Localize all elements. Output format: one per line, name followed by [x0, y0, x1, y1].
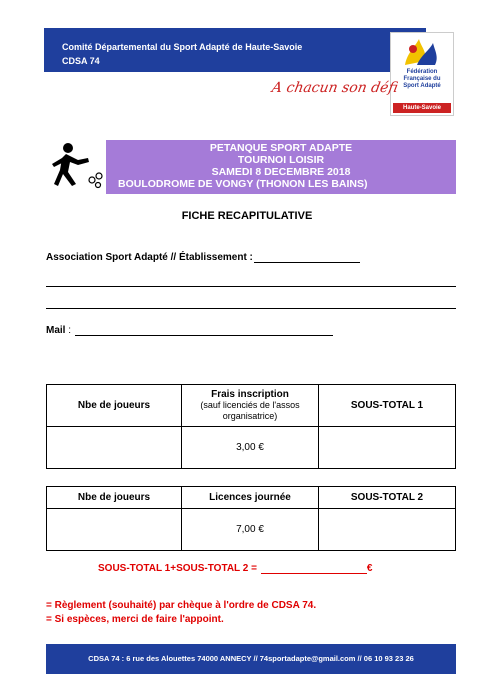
grand-total: [98, 563, 372, 574]
flame-logo-icon: [397, 37, 445, 69]
table1-header-fees: [182, 385, 319, 427]
table1-header-players: Nbe de joueurs: [47, 385, 182, 427]
slogan: A chacun son défi: [270, 80, 400, 96]
registration-fees-table: [46, 384, 456, 469]
table1-fee-value: 3,00 €: [182, 427, 319, 469]
header-acronym: CDSA 74: [62, 56, 100, 66]
association-line-2[interactable]: [46, 286, 456, 287]
table1-header-subtotal: SOUS-TOTAL 1: [319, 385, 456, 427]
day-licence-table: [46, 486, 456, 551]
table2-players-cell[interactable]: [47, 509, 182, 551]
header-organization: Comité Départemental du Sport Adapté de Haute-Savoie: [62, 42, 303, 52]
payment-note: = Règlement (souhaité) par chèque à l'ordre de CDSA 74.: [46, 600, 317, 611]
mail-separator: :: [65, 325, 72, 336]
table2-licence-value: 7,00 €: [182, 509, 319, 551]
event-banner: [106, 140, 456, 194]
header: [44, 28, 454, 122]
table2-subtotal-cell[interactable]: [319, 509, 456, 551]
association-line-3[interactable]: [46, 308, 456, 309]
header-band: [44, 28, 426, 72]
association-label: Association Sport Adapté // Établissement :: [46, 252, 253, 263]
table1-players-cell[interactable]: [47, 427, 182, 469]
currency-symbol: €: [366, 563, 373, 574]
grand-total-label: SOUS-TOTAL 1+SOUS-TOTAL 2 =: [98, 563, 257, 574]
table1-header-fees-label: Frais inscription: [211, 389, 289, 400]
table2-header-subtotal: SOUS-TOTAL 2: [319, 487, 456, 509]
mail-field: [46, 325, 333, 336]
mail-label: Mail: [46, 325, 66, 336]
event-location: BOULODROME DE VONGY (THONON LES BAINS): [118, 178, 368, 190]
event-sport: PETANQUE SPORT ADAPTE: [209, 142, 353, 154]
page-title: FICHE RECAPITULATIVE: [181, 210, 313, 222]
logo-region: Haute-Savoie: [393, 103, 451, 113]
table2-header-players: Nbe de joueurs: [47, 487, 182, 509]
footer-contact: CDSA 74 : 6 rue des Alouettes 74000 ANNECY // 74sportadapte@gmail.com // 06 10 93 23 26: [46, 644, 456, 674]
grand-total-input-line[interactable]: [261, 563, 367, 574]
table1-subtotal-cell[interactable]: [319, 427, 456, 469]
table2-header-licence: Licences journée: [182, 487, 319, 509]
event-type: TOURNOI LOISIR: [237, 154, 325, 166]
association-field: [46, 252, 360, 263]
logo-text: Fédération Française du Sport Adapté: [403, 69, 441, 89]
table1-header-fees-note: (sauf licenciés de l'assos organisatrice): [200, 400, 300, 421]
cash-note: = Si espèces, merci de faire l'appoint.: [46, 614, 224, 625]
ffsa-logo: [390, 32, 454, 116]
event-date: SAMEDI 8 DECEMBRE 2018: [211, 166, 351, 178]
mail-input-line[interactable]: [75, 325, 333, 336]
association-input-line[interactable]: [254, 252, 360, 263]
petanque-player-icon: [48, 140, 104, 192]
